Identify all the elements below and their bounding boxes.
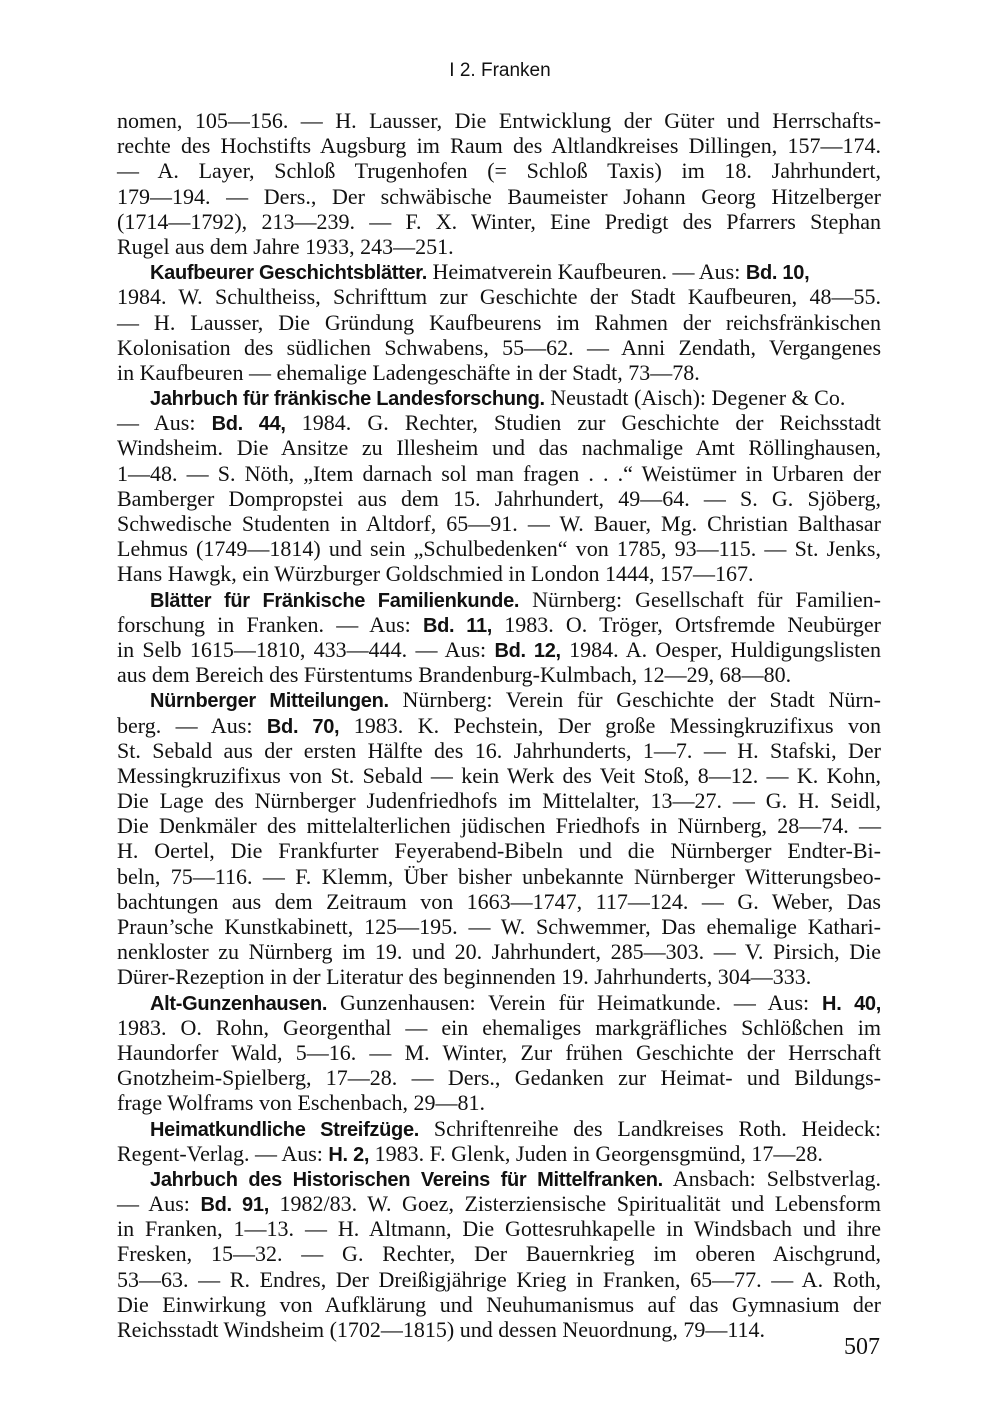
- text-line: [117, 738, 881, 763]
- text-segment: 1983. O. Tröger, Ortsfremde Neubürger: [492, 611, 882, 637]
- text-line: [117, 1216, 881, 1241]
- text-line: [117, 108, 881, 133]
- text-segment: H. Oertel, Die Frankfurter Feyerabend-Bibeln und die Nürnberger Endter-Bi-: [117, 838, 881, 864]
- text-segment: 1983. K. Pechstein, Der große Messingkruzifixus von: [339, 712, 881, 738]
- text-line: [117, 1065, 881, 1090]
- text-line: [117, 1166, 881, 1191]
- bold-text-segment: Bd. 70,: [266, 715, 340, 738]
- text-segment: Hans Hawgk, ein Würzburger Goldschmied in London 1444, 157—167.: [117, 561, 754, 587]
- running-head: I 2. Franken: [449, 60, 551, 81]
- bibliography-text: [117, 108, 881, 1342]
- text-line: [117, 1015, 881, 1040]
- text-segment: Heimatverein Kaufbeuren. — Aus:: [426, 259, 746, 285]
- text-segment: 1984. G. Rechter, Studien zur Geschichte der Reichsstadt: [285, 410, 881, 436]
- text-line: [117, 788, 881, 813]
- text-line: [117, 1292, 881, 1317]
- text-line: [117, 511, 881, 536]
- text-line: [117, 310, 881, 335]
- text-segment: 1—48. — S. Nöth, „Item darnach sol man fragen . . .“ Weistümer in Urbaren der: [117, 460, 881, 486]
- bold-text-segment: Bd. 11,: [422, 614, 493, 637]
- text-segment: 1984. A. Oesper, Huldigungslisten: [560, 636, 881, 662]
- bold-text-segment: Bd. 91,: [200, 1194, 269, 1217]
- text-line: [117, 1191, 881, 1216]
- text-segment: Rugel aus dem Jahre 1933, 243—251.: [117, 233, 454, 259]
- text-segment: St. Sebald aus der ersten Hälfte des 16. Jahrhunderts, 1—7. — H. Stafski, Der: [117, 737, 881, 763]
- text-line: [117, 184, 881, 209]
- text-segment: Gnotzheim-Spielberg, 17—28. — Ders., Gedanken zur Heimat- und Bildungs-: [117, 1065, 881, 1091]
- text-segment: 1983. O. Rohn, Georgenthal — ein ehemaliges markgräfliches Schlößchen im: [117, 1014, 881, 1040]
- text-line: [117, 939, 881, 964]
- text-segment: Regent-Verlag. — Aus:: [117, 1140, 329, 1166]
- text-line: [117, 234, 881, 259]
- text-line: [117, 1116, 881, 1141]
- text-line: [117, 964, 881, 989]
- text-segment: — H. Lausser, Die Gründung Kaufbeurens im Rahmen der reichsfränkischen: [117, 309, 881, 335]
- text-segment: 1983. F. Glenk, Juden in Georgensgmünd, 17—28.: [369, 1140, 823, 1166]
- text-line: [117, 486, 881, 511]
- text-line: [117, 838, 881, 863]
- text-line: [117, 133, 881, 158]
- text-segment: 179—194. — Ders., Der schwäbische Baumeister Johann Georg Hitzelberger: [117, 183, 881, 209]
- text-segment: Die Denkmäler des mittelalterlichen jüdischen Friedhofs in Nürnberg, 28—74. —: [117, 813, 881, 839]
- text-segment: 1984. W. Schultheiss, Schrifttum zur Geschichte der Stadt Kaufbeuren, 48—55.: [117, 284, 881, 310]
- text-segment: Messingkruzifixus von St. Sebald — kein Werk des Veit Stoß, 8—12. — K. Kohn,: [117, 762, 881, 788]
- text-segment: rechte des Hochstifts Augsburg im Raum des Altlandkreises Dillingen, 157—174.: [117, 133, 881, 159]
- bold-text-segment: Bd. 44,: [211, 413, 286, 436]
- text-line: [117, 990, 881, 1015]
- text-line: [117, 158, 881, 183]
- text-segment: Fresken, 15—32. — G. Rechter, Der Bauernkrieg im oberen Aischgrund,: [117, 1241, 881, 1267]
- text-segment: in Franken, 1—13. — H. Altmann, Die Gottesruhkapelle in Windsbach und ihre: [117, 1216, 881, 1242]
- text-line: [117, 637, 881, 662]
- text-segment: — Aus:: [117, 410, 212, 436]
- text-segment: aus dem Bereich des Fürstentums Brandenburg-Kulmbach, 12—29, 68—80.: [117, 662, 792, 688]
- text-line: [117, 662, 881, 687]
- text-line: [117, 1141, 881, 1166]
- text-line: [117, 536, 881, 561]
- text-segment: Nürnberg: Verein für Geschichte der Stadt Nürn-: [388, 687, 881, 713]
- bold-text-segment: Jahrbuch für fränkische Landesforschung.: [150, 388, 545, 411]
- text-segment: Ansbach: Selbstverlag.: [662, 1165, 881, 1191]
- text-line: [117, 813, 881, 838]
- text-segment: frage Wolframs von Eschenbach, 29—81.: [117, 1090, 486, 1116]
- text-line: [117, 713, 881, 738]
- text-segment: Praun’sche Kunstkabinett, 125—195. — W. Schwemmer, Das ehemalige Kathari-: [117, 914, 881, 939]
- text-segment: Windsheim. Die Ansitze zu Illesheim und das nachmalige Amt Röllinghausen,: [117, 435, 881, 461]
- text-segment: (1714—1792), 213—239. — F. X. Winter, Eine Predigt des Pfarrers Stephan: [117, 208, 881, 234]
- text-segment: Haundorfer Wald, 5—16. — M. Winter, Zur frühen Geschichte der Herrschaft: [117, 1039, 881, 1065]
- text-line: [117, 763, 881, 788]
- bold-text-segment: Jahrbuch des Historischen Vereins für Mittelfranken.: [150, 1168, 663, 1191]
- text-segment: Die Einwirkung von Aufklärung und Neuhumanismus auf das Gymnasium der: [117, 1291, 881, 1317]
- text-segment: Nürnberg: Gesellschaft für Familien-: [519, 586, 881, 612]
- text-segment: Gunzenhausen: Verein für Heimatkunde. — Aus:: [327, 989, 823, 1015]
- text-segment: — A. Layer, Schloß Trugenhofen (= Schloß Taxis) im 18. Jahrhundert,: [117, 158, 881, 184]
- text-line: [117, 435, 881, 460]
- text-segment: beln, 75—116. — F. Klemm, Über bisher unbekannte Nürnberger Witterungsbeo-: [117, 863, 881, 889]
- text-segment: Dürer-Rezeption in der Literatur des beginnenden 19. Jahrhunderts, 304—333.: [117, 964, 812, 990]
- text-segment: 1982/83. W. Goez, Zisterziensische Spiritualität und Lebensform: [268, 1191, 881, 1217]
- text-line: [117, 385, 881, 410]
- text-segment: — Aus:: [117, 1191, 201, 1217]
- text-segment: nenkloster zu Nürnberg im 19. und 20. Jahrhundert, 285—303. — V. Pirsich, Die: [117, 939, 881, 965]
- text-line: [117, 410, 881, 435]
- bold-text-segment: Nürnberger Mitteilungen.: [150, 690, 389, 713]
- text-segment: Reichsstadt Windsheim (1702—1815) und dessen Neuordnung, 79—114.: [117, 1317, 766, 1342]
- text-line: [117, 259, 881, 284]
- text-segment: in Kaufbeuren — ehemalige Ladengeschäfte in der Stadt, 73—78.: [117, 359, 700, 385]
- page-number: 507: [844, 1334, 880, 1360]
- text-line: [117, 1317, 881, 1342]
- bold-text-segment: Kaufbeurer Geschichtsblätter.: [150, 262, 427, 285]
- text-line: [117, 1267, 881, 1292]
- text-segment: Schriftenreihe des Landkreises Roth. Heideck:: [419, 1115, 882, 1141]
- text-segment: berg. — Aus:: [117, 712, 267, 738]
- text-line: [117, 209, 881, 234]
- text-segment: Neustadt (Aisch): Degener & Co.: [544, 385, 846, 411]
- bold-text-segment: Bd. 12,: [494, 639, 561, 662]
- text-line: [117, 587, 881, 612]
- text-line: [117, 864, 881, 889]
- text-segment: Lehmus (1749—1814) und sein „Schulbedenken“ von 1785, 93—115. — St. Jenks,: [117, 536, 881, 562]
- bold-text-segment: Bd. 10,: [745, 262, 810, 285]
- text-line: [117, 612, 881, 637]
- text-line: [117, 1241, 881, 1266]
- text-segment: Schwedische Studenten in Altdorf, 65—91. — W. Bauer, Mg. Christian Balthasar: [117, 511, 881, 536]
- text-line: [117, 1040, 881, 1065]
- bold-text-segment: H. 40,: [822, 992, 881, 1015]
- bold-text-segment: H. 2,: [328, 1143, 370, 1166]
- text-segment: Die Lage des Nürnberger Judenfriedhofs im Mittelalter, 13—27. — G. H. Seidl,: [117, 788, 881, 814]
- text-segment: nomen, 105—156. — H. Lausser, Die Entwicklung der Güter und Herrschafts-: [117, 108, 881, 133]
- text-segment: in Selb 1615—1810, 433—444. — Aus:: [117, 636, 495, 662]
- bold-text-segment: Alt-Gunzenhausen.: [150, 992, 328, 1015]
- bold-text-segment: Blätter für Fränkische Familienkunde.: [150, 589, 520, 612]
- text-line: [117, 284, 881, 309]
- text-segment: forschung in Franken. — Aus:: [117, 611, 423, 637]
- text-line: [117, 1090, 881, 1115]
- text-line: [117, 914, 881, 939]
- text-segment: Kolonisation des südlichen Schwabens, 55—62. — Anni Zendath, Vergangenes: [117, 334, 881, 360]
- text-line: [117, 889, 881, 914]
- text-segment: Bamberger Dompropstei aus dem 15. Jahrhundert, 49—64. — S. G. Sjöberg,: [117, 485, 881, 511]
- bold-text-segment: Heimatkundliche Streifzüge.: [150, 1118, 420, 1141]
- text-line: [117, 360, 881, 385]
- text-line: [117, 561, 881, 586]
- text-line: [117, 461, 881, 486]
- text-line: [117, 335, 881, 360]
- text-segment: 53—63. — R. Endres, Der Dreißigjährige Krieg in Franken, 65—77. — A. Roth,: [117, 1266, 881, 1292]
- text-line: [117, 687, 881, 712]
- text-segment: bachtungen aus dem Zeitraum von 1663—1747, 117—124. — G. Weber, Das: [117, 888, 881, 914]
